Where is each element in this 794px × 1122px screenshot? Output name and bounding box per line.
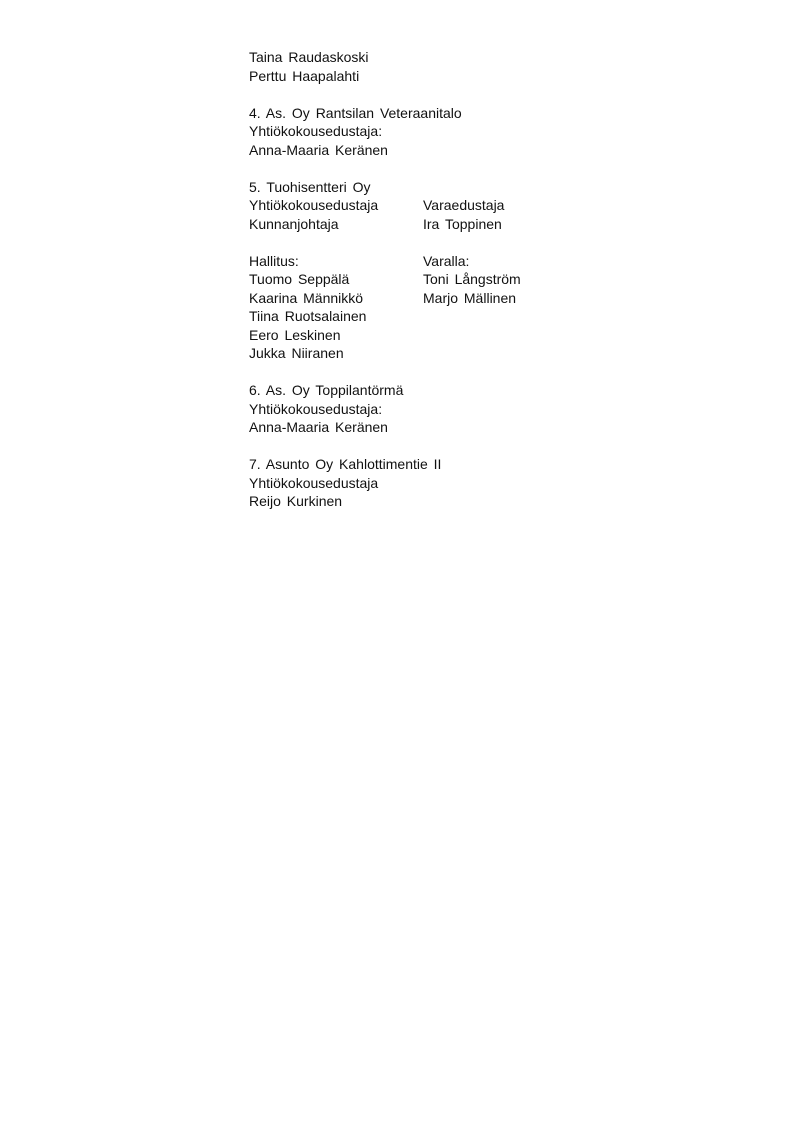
person-name: Perttu Haapalahti <box>249 67 360 84</box>
board-member: Tuomo Seppälä <box>249 271 350 287</box>
text-line <box>249 418 669 437</box>
two-column-row <box>249 344 669 363</box>
board-member: Tiina Ruotsalainen <box>249 308 367 324</box>
text-line <box>249 141 669 160</box>
deputy-member: Toni Långström <box>423 271 521 287</box>
two-column-row <box>249 289 669 308</box>
deputy-label: Varalla: <box>423 252 470 269</box>
board-member: Kaarina Männikkö <box>249 289 364 306</box>
section-7-heading: 7. Asunto Oy Kahlottimentie II <box>249 456 442 472</box>
text-line <box>249 48 669 67</box>
blank-line <box>249 437 669 456</box>
role-label: Yhtiökokousedustaja: <box>249 400 383 417</box>
blank-line <box>249 85 669 104</box>
section-5-heading: 5. Tuohisentteri Oy <box>249 178 371 195</box>
role-label: Yhtiökokousedustaja <box>249 197 379 213</box>
person-name: Taina Raudaskoski <box>249 49 369 65</box>
two-column-row <box>249 326 669 345</box>
document-body <box>249 48 669 511</box>
deputy-member <box>423 307 669 326</box>
two-column-row <box>249 307 669 326</box>
person-name: Anna-Maaria Keränen <box>249 141 388 158</box>
person-name: Ira Toppinen <box>423 215 502 232</box>
section-6-heading: 6. As. Oy Toppilantörmä <box>249 382 404 398</box>
deputy-member <box>423 326 669 345</box>
section-heading <box>249 178 669 197</box>
blank-line <box>249 233 669 252</box>
board-member: Jukka Niiranen <box>249 345 344 361</box>
role-label: Yhtiökokousedustaja <box>249 474 379 491</box>
two-column-row <box>249 270 669 289</box>
role-label: Kunnanjohtaja <box>249 215 339 232</box>
blank-line <box>249 363 669 382</box>
text-line <box>249 400 669 419</box>
blank-line <box>249 159 669 178</box>
two-column-row <box>249 215 669 234</box>
deputy-member: Marjo Mällinen <box>423 289 517 306</box>
deputy-member <box>423 344 669 363</box>
two-column-row <box>249 196 669 215</box>
section-heading <box>249 381 669 400</box>
text-line <box>249 122 669 141</box>
role-label: Varaedustaja <box>423 197 505 213</box>
text-line <box>249 474 669 493</box>
board-member: Eero Leskinen <box>249 326 341 343</box>
two-column-row <box>249 252 669 271</box>
board-label: Hallitus: <box>249 252 299 269</box>
person-name: Anna-Maaria Keränen <box>249 419 388 435</box>
text-line <box>249 67 669 86</box>
person-name: Reijo Kurkinen <box>249 493 343 509</box>
text-line <box>249 492 669 511</box>
section-4-heading: 4. As. Oy Rantsilan Veteraanitalo <box>249 104 462 121</box>
role-label: Yhtiökokousedustaja: <box>249 123 383 139</box>
section-heading <box>249 104 669 123</box>
section-heading <box>249 455 669 474</box>
